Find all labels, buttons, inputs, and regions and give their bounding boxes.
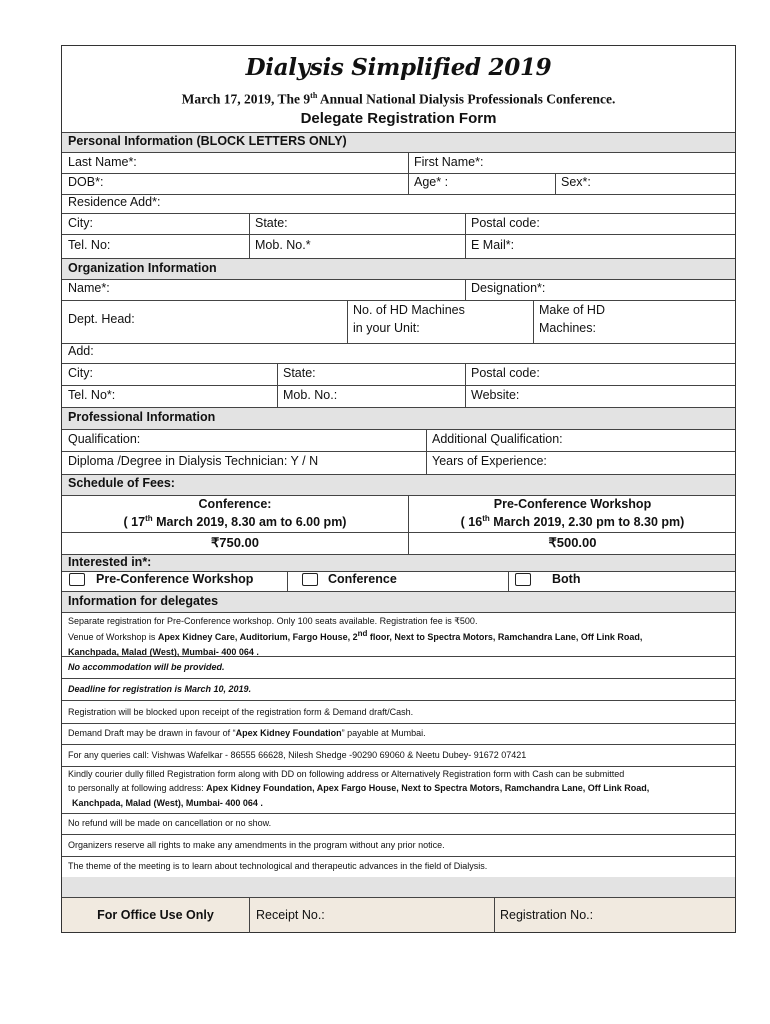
make-hd-field[interactable]: Machines:: [539, 321, 596, 335]
receipt-number-field[interactable]: Receipt No.:: [256, 908, 325, 922]
info-theme: The theme of the meeting is to learn about technological and therapeutic advances in the field of Dialysis.: [68, 861, 488, 871]
both-checkbox[interactable]: [515, 573, 531, 586]
info-refund: No refund will be made on cancellation or no show.: [68, 818, 272, 828]
conference-fee-date: ( 17th March 2019, 8.30 am to 6.00 pm): [123, 514, 347, 530]
conference-checkbox[interactable]: [302, 573, 318, 586]
section-interest-title: Interested in*:: [68, 555, 152, 569]
workshop-fee-date: ( 16th March 2019, 2.30 pm to 8.30 pm): [460, 514, 685, 530]
section-professional-title: Professional Information: [68, 410, 216, 424]
qualification-field[interactable]: Qualification:: [68, 432, 141, 446]
designation-field[interactable]: Designation*:: [471, 281, 546, 295]
both-option-label: Both: [552, 572, 581, 586]
registration-number-field[interactable]: Registration No.:: [500, 908, 594, 922]
section-fees-title: Schedule of Fees:: [68, 476, 175, 490]
hd-machines-field[interactable]: in your Unit:: [353, 321, 420, 335]
mobile-field[interactable]: Mob. No.*: [255, 238, 311, 252]
workshop-option-label: Pre-Conference Workshop: [96, 572, 254, 586]
workshop-fee-price: ₹500.00: [548, 535, 597, 550]
section-organization-title: Organization Information: [68, 261, 217, 275]
section-interest: [62, 554, 735, 571]
info-queries: For any queries call: Vishwas Wafelkar - 86555 66628, Nilesh Shedge -90290 69060 & Neetu Dubey- 91672 07421: [68, 750, 527, 760]
org-tel-field[interactable]: Tel. No*:: [68, 388, 116, 402]
org-address-field[interactable]: Add:: [68, 344, 94, 358]
registration-form: [61, 45, 736, 933]
hd-machines-label-1: No. of HD Machines: [353, 303, 465, 317]
blank-separator-row: [62, 877, 735, 897]
info-demand-draft: Demand Draft may be drawn in favour of “Apex Kidney Foundation” payable at Mumbai.: [68, 728, 426, 738]
form-title: Delegate Registration Form: [300, 110, 497, 127]
state-field[interactable]: State:: [255, 216, 288, 230]
info-amendments: Organizers reserve all rights to make any amendments in the program without any prior notice.: [68, 840, 445, 850]
info-blocking: Registration will be blocked upon receipt of the registration form & Demand draft/Cash.: [68, 707, 414, 717]
org-mobile-field[interactable]: Mob. No.:: [283, 388, 338, 402]
info-deadline: Deadline for registration is March 10, 2019.: [68, 684, 252, 694]
org-city-field[interactable]: City:: [68, 366, 93, 380]
workshop-fee-label: Pre-Conference Workshop: [493, 497, 652, 511]
website-field[interactable]: Website:: [471, 388, 520, 402]
email-field[interactable]: E Mail*:: [471, 238, 515, 252]
org-name-field[interactable]: Name*:: [68, 281, 110, 295]
tel-field[interactable]: Tel. No:: [68, 238, 111, 252]
section-info-title: Information for delegates: [68, 594, 219, 608]
info-courier: Kindly courier dully filled Registration form along with DD on following address or Alternatively Registration form with Cash can be submitted to personally at following address: Apex Kidney Foundation, Apex Fargo House, Next to Spectra Motors, Ramchandra Lane, Off Link Road, Kanchpada, Malad (West), Mumbai- 400 064 .: [68, 769, 650, 808]
first-name-field[interactable]: First Name*:: [414, 155, 484, 169]
dob-field[interactable]: DOB*:: [68, 175, 104, 189]
conference-fee-label: Conference:: [198, 497, 272, 511]
residence-address-field[interactable]: Residence Add*:: [68, 195, 161, 209]
conference-option-label: Conference: [328, 572, 397, 586]
info-accommodation: No accommodation will be provided.: [68, 662, 225, 672]
city-field[interactable]: City:: [68, 216, 93, 230]
make-hd-label-1: Make of HD: [539, 303, 605, 317]
form-header: [62, 46, 735, 132]
info-workshop-note: Separate registration for Pre-Conference workshop. Only 100 seats available. Registration fee is ₹500. Venue of Workshop is Apex Kidney Care, Auditorium, Fargo House, 2nd floor, Next to Spectra Motors, Ramchandra Lane, Off Link Road, Kanchpada, Malad (West), Mumbai- 400 064 .: [68, 616, 643, 657]
org-state-field[interactable]: State:: [283, 366, 316, 380]
workshop-checkbox[interactable]: [69, 573, 85, 586]
diploma-field[interactable]: Diploma /Degree in Dialysis Technician: Y / N: [68, 454, 319, 468]
last-name-field[interactable]: Last Name*:: [68, 155, 137, 169]
conference-subtitle: March 17, 2019, The 9th Annual National Dialysis Professionals Conference.: [181, 91, 616, 107]
postal-code-field[interactable]: Postal code:: [471, 216, 540, 230]
conference-fee-price: ₹750.00: [210, 535, 260, 550]
sex-field[interactable]: Sex*:: [561, 175, 591, 189]
additional-qualification-field[interactable]: Additional Qualification:: [432, 432, 563, 446]
age-field[interactable]: Age* :: [414, 175, 449, 189]
office-use-label: For Office Use Only: [97, 908, 214, 922]
section-personal-title: Personal Information (BLOCK LETTERS ONLY): [68, 134, 347, 148]
experience-field[interactable]: Years of Experience:: [432, 454, 547, 468]
org-postal-code-field[interactable]: Postal code:: [471, 366, 540, 380]
event-title: Dialysis Simplified 2019: [245, 54, 552, 81]
dept-head-field[interactable]: Dept. Head:: [68, 312, 135, 326]
